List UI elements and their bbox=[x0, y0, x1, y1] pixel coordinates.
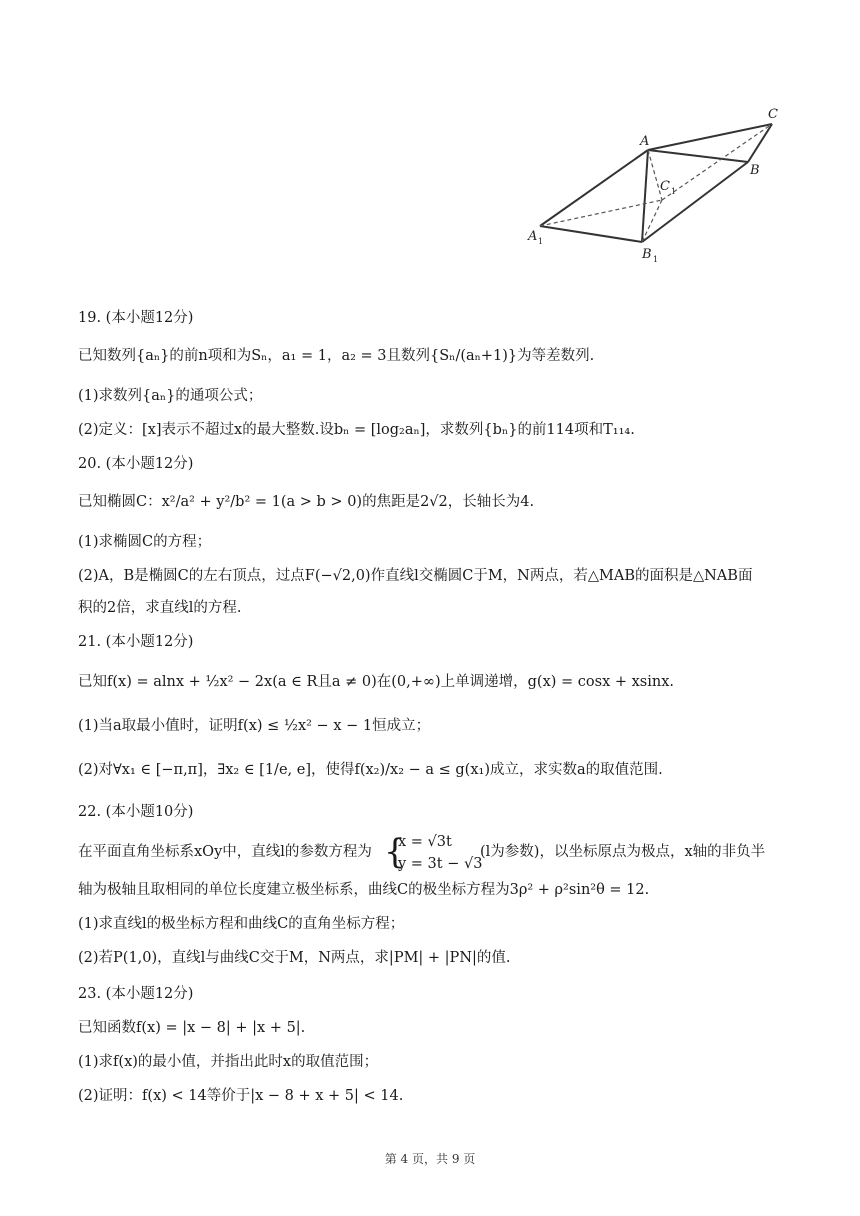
q22-brace: { bbox=[384, 832, 406, 872]
q20-header: 20. (本小题12分) bbox=[78, 456, 194, 472]
q20-part1: (1)求椭圆C的方程； bbox=[78, 534, 212, 550]
q21-stem: 已知f(x) = alnx + ½x² − 2x(a ∈ R且a ≠ 0)在(0,+∞)上单调递增，g(x) = cosx + xsinx. bbox=[78, 674, 675, 690]
label-A1-sub: 1 bbox=[538, 237, 544, 246]
q23-header: 23. (本小题12分) bbox=[78, 986, 194, 1002]
q23-stem: 已知函数f(x) = |x − 8| + |x + 5|. bbox=[78, 1020, 306, 1036]
q21-part1: (1)当a取最小值时，证明f(x) ≤ ½x² − x − 1恒成立； bbox=[78, 718, 431, 734]
label-C1: C bbox=[660, 179, 670, 194]
label-A1: A bbox=[528, 229, 538, 244]
q20-stem: 已知椭圆C：x²/a² + y²/b² = 1(a > b > 0)的焦距是2√2，长轴长为4. bbox=[78, 494, 535, 510]
q22-system-eq1: x = √3t bbox=[398, 834, 452, 850]
edge-A-B1 bbox=[642, 150, 648, 242]
page-footer: 第 4 页，共 9 页 bbox=[384, 1152, 476, 1166]
edge-A-A1 bbox=[540, 150, 648, 226]
label-B: B bbox=[750, 163, 760, 178]
q22-header: 22. (本小题10分) bbox=[78, 804, 194, 820]
q21-header: 21. (本小题12分) bbox=[78, 634, 194, 650]
label-C: C bbox=[768, 107, 778, 122]
edge-A-B bbox=[648, 150, 748, 162]
edge-C-B bbox=[748, 124, 772, 162]
q19-part2: (2)定义：[x]表示不超过x的最大整数.设bₙ = [log₂aₙ]，求数列{bₙ}的前114项和T₁₁₄. bbox=[78, 422, 635, 438]
edge-B-B1 bbox=[642, 162, 748, 242]
edge-A-C bbox=[648, 124, 772, 150]
q22-part1: (1)求直线l的极坐标方程和曲线C的直角坐标方程； bbox=[78, 916, 405, 932]
q22-part2: (2)若P(1,0)，直线l与曲线C交于M，N两点，求|PM| + |PN|的值. bbox=[78, 950, 511, 966]
q19-part1: (1)求数列{aₙ}的通项公式； bbox=[78, 388, 263, 404]
q22-stem-a: 在平面直角坐标系xOy中，直线l的参数方程为 bbox=[78, 844, 372, 860]
label-B1-sub: 1 bbox=[653, 255, 659, 264]
q19-stem: 已知数列{aₙ}的前n项和为Sₙ，a₁ = 1，a₂ = 3且数列{Sₙ/(aₙ+1)}为等差数列. bbox=[78, 348, 595, 364]
q22-stem-b: (l为参数)，以坐标原点为极点，x轴的非负半 bbox=[480, 844, 766, 860]
label-A: A bbox=[640, 134, 650, 149]
label-C1-sub: 1 bbox=[671, 187, 677, 196]
q21-part2: (2)对∀x₁ ∈ [−π,π]，∃x₂ ∈ [1/e, e]，使得f(x₂)/x₂ − a ≤ g(x₁)成立，求实数a的取值范围. bbox=[78, 762, 663, 778]
label-B1: B bbox=[642, 247, 652, 262]
q20-part2a: (2)A，B是椭圆C的左右顶点，过点F(−√2,0)作直线l交椭圆C于M，N两点，若△MAB的面积是△NAB面 bbox=[78, 568, 753, 584]
geometry-figure bbox=[520, 100, 790, 270]
edge-A1-B1 bbox=[540, 226, 642, 242]
q22-stem-c: 轴为极轴且取相同的单位长度建立极坐标系，曲线C的极坐标方程为3ρ² + ρ²sin²θ = 12. bbox=[78, 882, 650, 898]
q23-part2: (2)证明：f(x) < 14等价于|x − 8 + x + 5| < 14. bbox=[78, 1088, 404, 1104]
q19-header: 19. (本小题12分) bbox=[78, 310, 194, 326]
q20-part2b: 积的2倍，求直线l的方程. bbox=[78, 600, 242, 616]
q23-part1: (1)求f(x)的最小值，并指出此时x的取值范围； bbox=[78, 1054, 379, 1070]
q22-system-eq2: y = 3t − √3 bbox=[398, 856, 483, 872]
